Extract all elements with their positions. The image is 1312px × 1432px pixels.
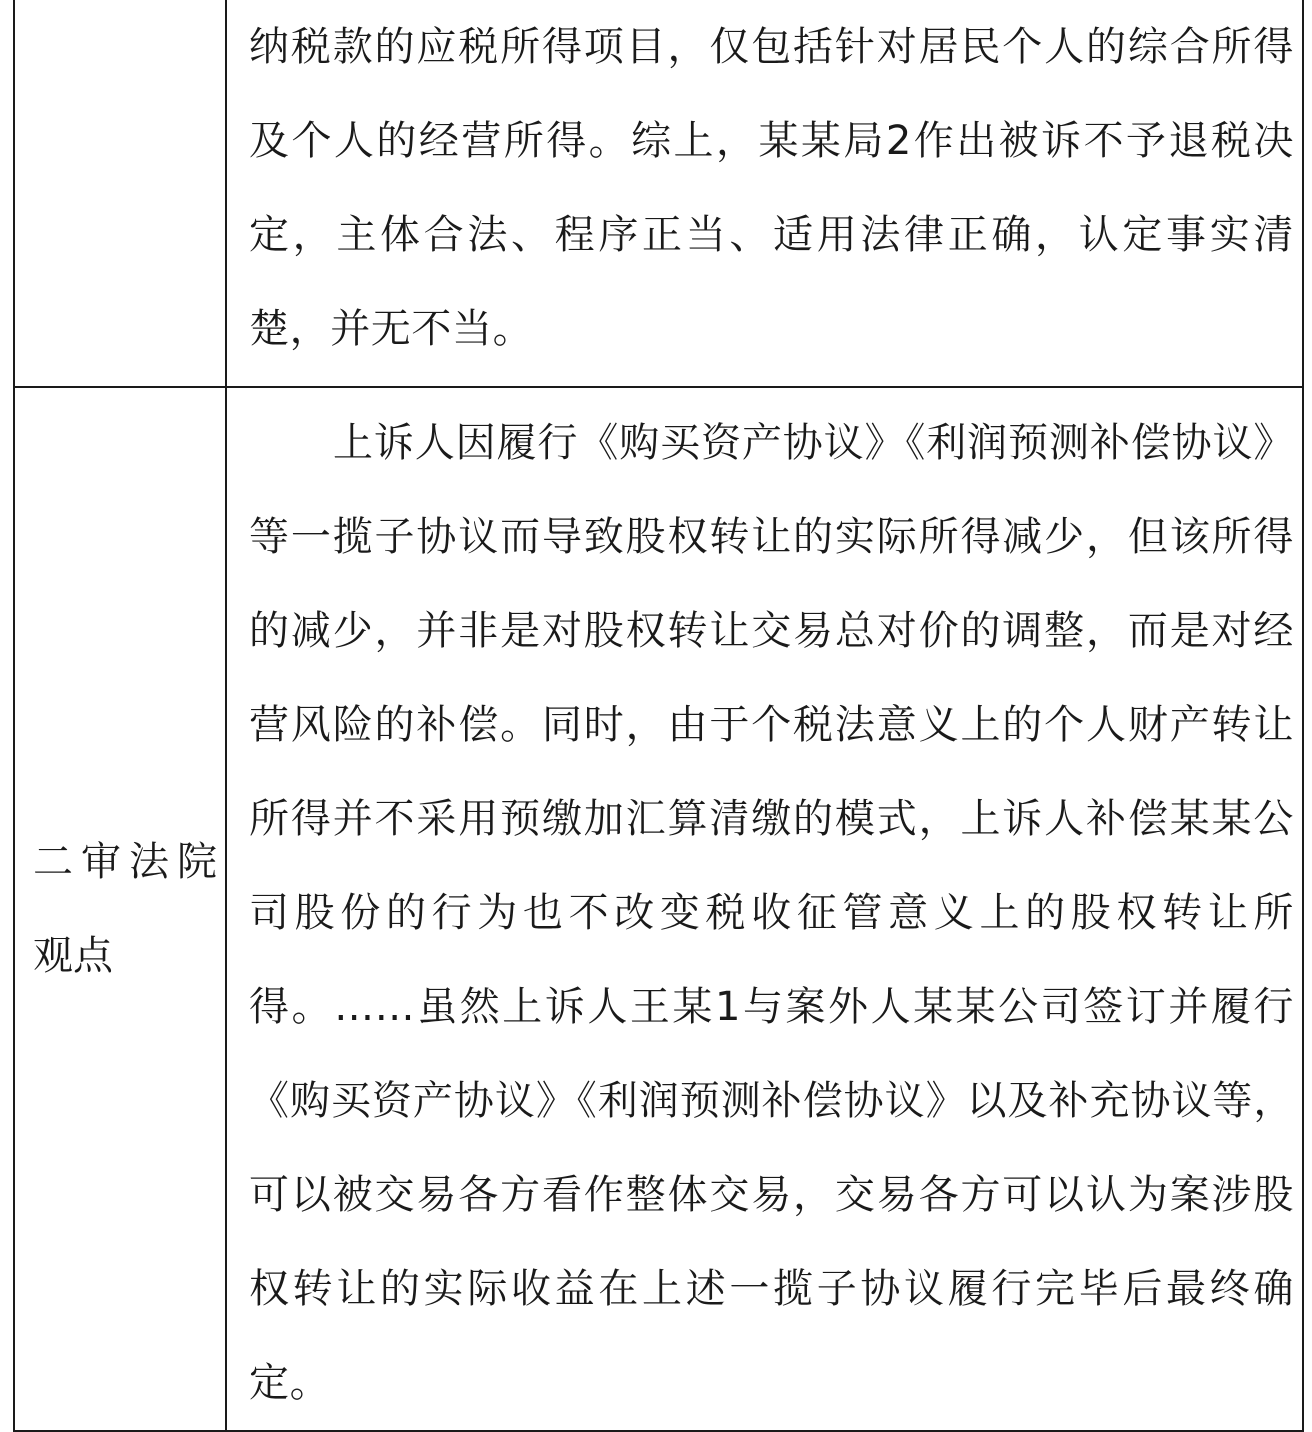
row-label-cell — [14, 0, 226, 387]
paragraph-text: 纳税款的应税所得项目，仅包括针对居民个人的综合所得及个人的经营所得。综上，某某局2作出被诉不予退税决定，主体合法、程序正当、适用法律正确，认定事实清楚，并无不当。 — [249, 24, 1294, 352]
table-row — [14, 0, 1303, 387]
row-label-cell: 二审法院观点 — [14, 387, 226, 1431]
table-row — [14, 387, 1303, 1431]
paragraph-text: 上诉人因履行《购买资产协议》《利润预测补偿协议》等一揽子协议而导致股权转让的实际所得减少，但该所得的减少，并非是对股权转让交易总对价的调整，而是对经营风险的补偿。同时，由于个税法意义上的个人财产转让所得并不采用预缴加汇算清缴的模式，上诉人补偿某某公司股份的行为也不改变税收征管意义上的股权转让所得。……虽然上诉人王某1与案外人某某公司签订并履行《购买资产协议》《利润预测补偿协议》以及补充协议等，可以被交易各方看作整体交易，交易各方可以认为案涉股权转让的实际收益在上述一揽子协议履行完毕后最终确定。 — [249, 420, 1294, 1406]
row-text-cell — [226, 387, 1303, 1431]
document-table — [13, 0, 1304, 1432]
row-text-cell — [226, 0, 1303, 387]
